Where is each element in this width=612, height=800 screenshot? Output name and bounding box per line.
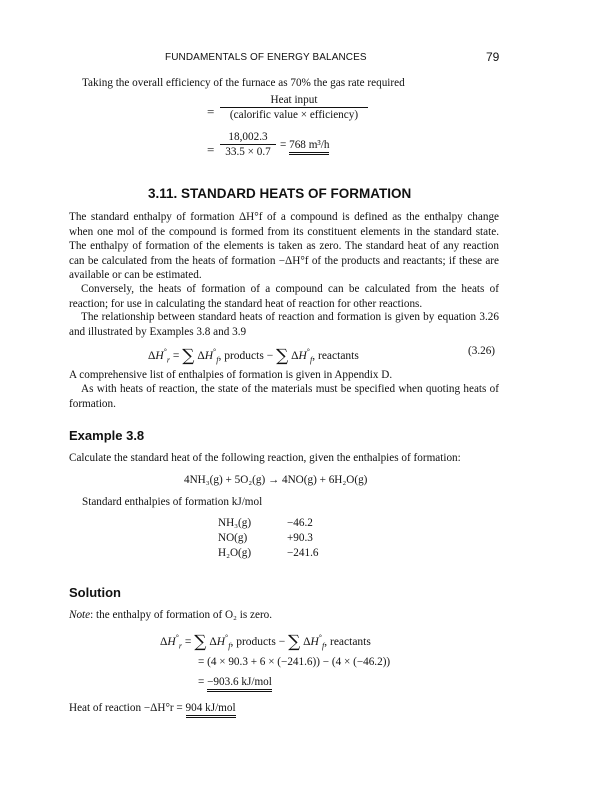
solution-step-3: = −903.6 kJ/mol (198, 676, 272, 688)
equation-3-26: $\Delta H^\circ_r$ = ∑ $\Delta H^\circ_f$, products − ∑ $\Delta H^\circ_f$, reactants (148, 346, 359, 366)
delta-h-reaction: $\Delta H^\circ_r$ (148, 347, 171, 365)
paragraph-5: As with heats of reaction, the state of the materials must be specified when quoting heats of formation. (69, 383, 499, 410)
gas-rate-result (280, 139, 329, 151)
paragraph-1: The standard enthalpy of formation ΔH°f of a compound is defined as the enthalpy change when one mol of the compound is formed from its constituent elements in the standard state. The enthalpy of formation of the elements is taken as zero. The standard heat of any reaction can be calculated from the heats of formation −ΔH°f of the products and reactants; if these are available or can be estimated. (69, 211, 499, 282)
fraction-denominator: 33.5 × 0.7 (225, 146, 271, 158)
example-prompt: Calculate the standard heat of the following reaction, given the enthalpies of formation: (69, 452, 461, 464)
paragraph-3: The relationship between standard heats of reaction and formation is given by equation 3.26 and illustrated by Examples 3.8 and 3.9 (69, 311, 499, 338)
table-species: NH₃(g) (218, 517, 252, 529)
furnace-intro: Taking the overall efficiency of the furnace as 70% the gas rate required (82, 77, 405, 89)
paragraph-4: A comprehensive list of enthalpies of formation is given in Appendix D. (69, 369, 393, 381)
table-species: NO(g) (218, 532, 248, 544)
table-value: +90.3 (287, 532, 313, 544)
running-title: FUNDAMENTALS OF ENERGY BALANCES (165, 52, 367, 63)
sum-symbol: ∑ (276, 346, 289, 366)
final-value: 904 kJ/mol (186, 702, 236, 718)
sum-symbol: ∑ (194, 632, 207, 652)
solution-note: Note: the enthalpy of formation of O₂ is zero. (69, 609, 273, 621)
solution-heading: Solution (69, 585, 121, 600)
solution-equation: $\Delta H^\circ_r$ = ∑ $\Delta H^\circ_f$, products − ∑ $\Delta H^\circ_f$, reactants (160, 632, 371, 652)
gas-rate-fraction (220, 94, 368, 121)
solution-step-2: = (4 × 90.3 + 6 × (−241.6)) − (4 × (−46.2)) (198, 656, 391, 668)
example-heading: Example 3.8 (69, 428, 145, 443)
equals-sign: = (280, 139, 287, 151)
equals-sign: = (207, 104, 215, 119)
heat-of-reaction-value: −903.6 kJ/mol (207, 676, 272, 692)
paragraph-2: Conversely, the heats of formation of a compound can be calculated from the heats of reaction; for use in calculating the standard heat of reaction for other reactions. (69, 283, 499, 310)
section-heading: 3.11. STANDARD HEATS OF FORMATION (148, 186, 412, 201)
page-number: 79 (486, 50, 500, 64)
note-label: Note (69, 609, 91, 621)
sum-symbol: ∑ (182, 346, 195, 366)
equation-number: (3.26) (468, 345, 496, 357)
final-answer (69, 702, 236, 714)
reaction-equation: 4NH₃(g) + 5O₂(g) → 4NO(g) + 6H₂O(g) (184, 474, 368, 486)
result-value: 768 m³/h (289, 139, 329, 155)
fraction-denominator: (calorific value × efficiency) (229, 109, 359, 121)
numeric-fraction (220, 131, 276, 158)
fraction-numerator: Heat input (220, 94, 368, 108)
fraction-numerator: 18,002.3 (220, 131, 276, 145)
table-value: −46.2 (287, 517, 313, 529)
table-value: −241.6 (287, 547, 319, 559)
final-label: Heat of reaction −ΔH°r = (69, 702, 183, 714)
table-caption: Standard enthalpies of formation kJ/mol (82, 496, 263, 508)
equals-sign: = (207, 142, 215, 157)
table-species: H₂O(g) (218, 547, 252, 559)
sum-symbol: ∑ (288, 632, 301, 652)
